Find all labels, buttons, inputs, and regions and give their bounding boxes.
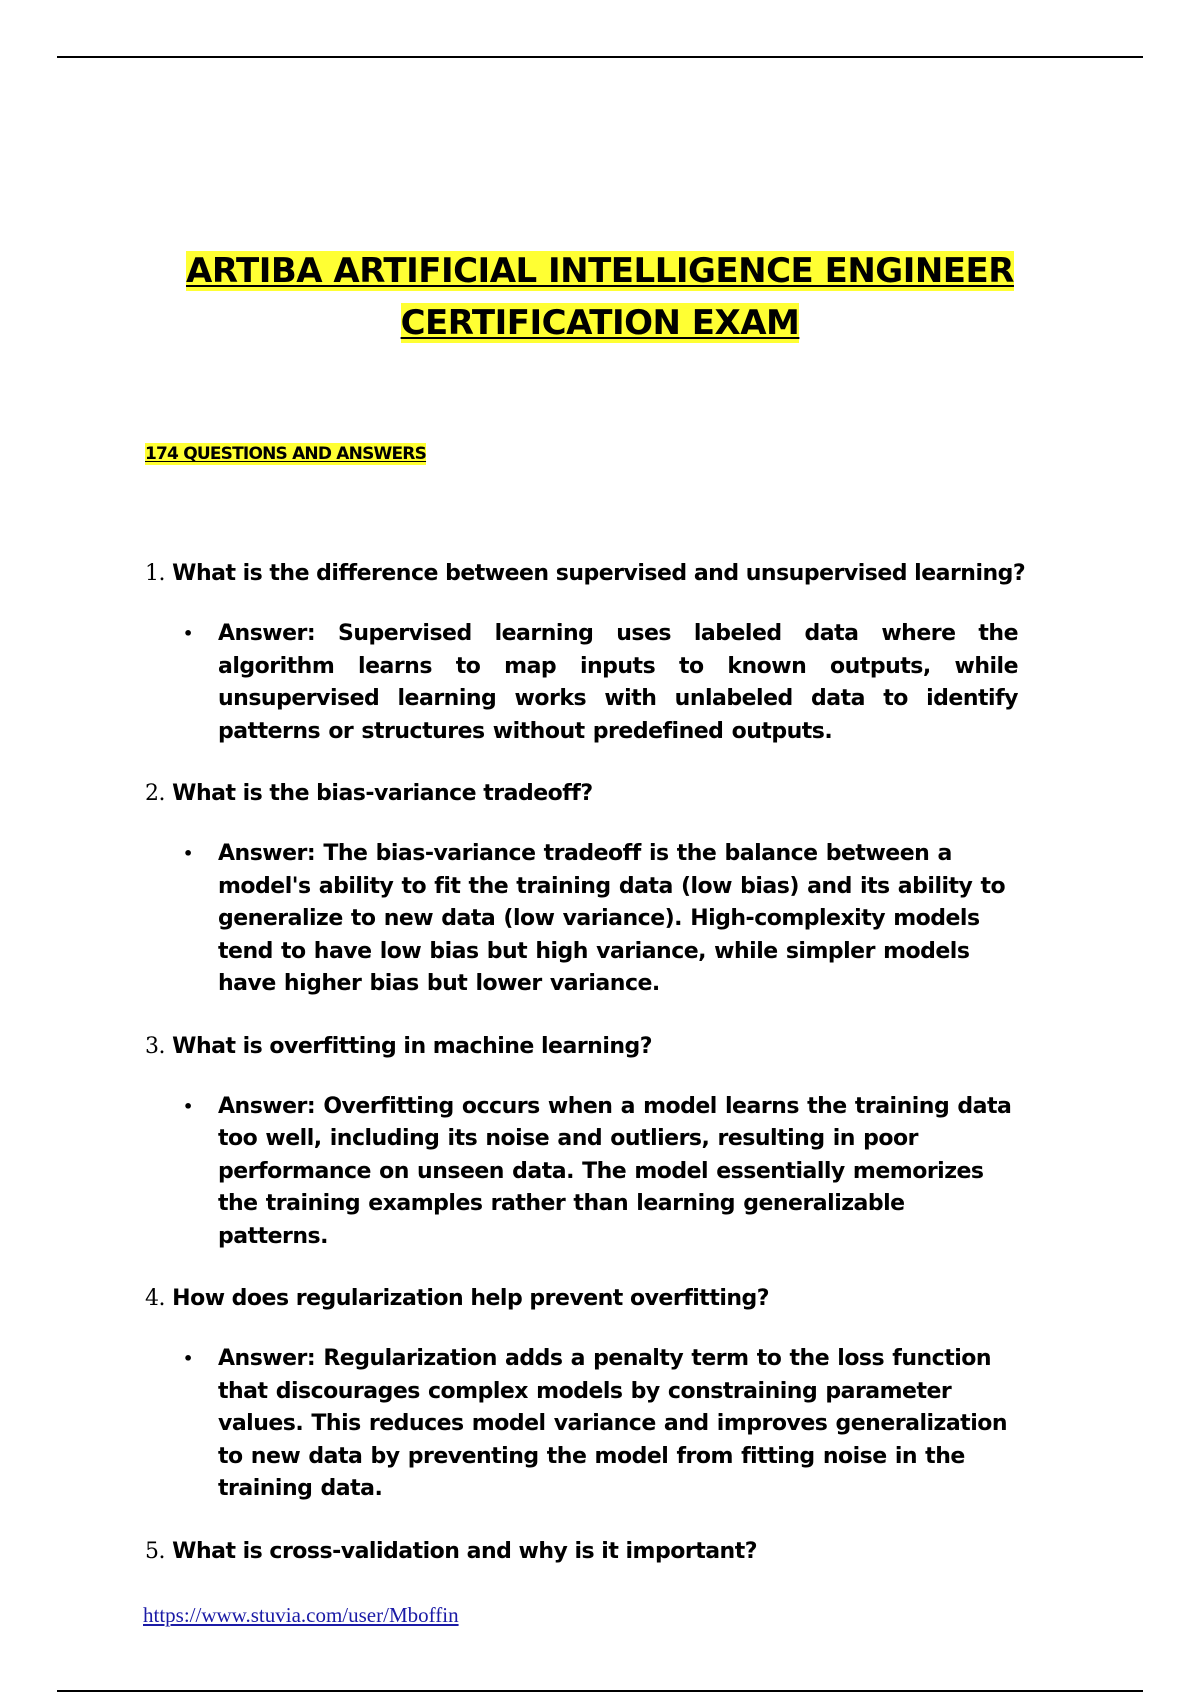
answer-text: Answer: Regularization adds a penalty term to the loss function that discourages complex models by constraining parameter values. This reduces model variance and improves generalization to new data by preventing the model from fitting noise in the training data. <box>218 1346 1008 1501</box>
question-1 <box>145 560 1065 588</box>
page-title <box>130 245 1070 349</box>
qa-list <box>145 560 1065 1566</box>
answer-4 <box>145 1343 1018 1506</box>
answer-text: Answer: Supervised learning uses labeled data where the algorithm learns to map inputs to known outputs, while unsupervised learning works with unlabeled data to identify patterns or structures without predefined outputs. <box>218 621 1018 744</box>
question-text: How does regularization help prevent overfitting? <box>172 1286 770 1311</box>
answer-text: Answer: The bias-variance tradeoff is the balance between a model's ability to fit the training data (low bias) and its ability to generalize to new data (low variance). High-complexity models tend to have low bias but high variance, while simpler models have higher bias but lower variance. <box>218 841 1006 996</box>
answer-1 <box>145 618 1018 748</box>
question-5 <box>145 1538 1065 1566</box>
top-divider <box>57 56 1143 58</box>
question-number: 1. <box>145 561 165 586</box>
questions-count-heading: 174 QUESTIONS AND ANSWERS <box>145 444 427 464</box>
answer-3 <box>145 1091 1018 1254</box>
question-2 <box>145 780 1065 808</box>
question-4 <box>145 1285 1065 1313</box>
bullet-icon: • <box>183 624 193 643</box>
question-number: 4. <box>145 1286 165 1311</box>
question-text: What is cross-validation and why is it important? <box>172 1538 757 1564</box>
footer-link[interactable]: https://www.stuvia.com/user/Mboffin <box>143 1603 459 1627</box>
question-text: What is the bias-variance tradeoff? <box>172 781 593 806</box>
question-text: What is overfitting in machine learning? <box>172 1033 653 1059</box>
question-number: 3. <box>145 1033 165 1059</box>
answer-text: Answer: Overfitting occurs when a model learns the training data too well, including its noise and outliers, resulting in poor performance on unseen data. The model essentially memorizes the training examples rather than learning generalizable patterns. <box>218 1093 1012 1249</box>
bullet-icon: • <box>183 844 193 863</box>
question-text: What is the difference between supervised and unsupervised learning? <box>172 561 1026 586</box>
title-line-1: ARTIBA ARTIFICIAL INTELLIGENCE ENGINEER <box>186 251 1014 291</box>
question-3 <box>145 1033 1065 1061</box>
bottom-divider <box>57 1690 1143 1692</box>
title-line-2: CERTIFICATION EXAM <box>400 303 800 343</box>
question-number: 2. <box>145 781 165 806</box>
bullet-icon: • <box>183 1349 193 1368</box>
bullet-icon: • <box>183 1096 193 1116</box>
question-number: 5. <box>145 1538 165 1564</box>
answer-2 <box>145 838 1018 1001</box>
